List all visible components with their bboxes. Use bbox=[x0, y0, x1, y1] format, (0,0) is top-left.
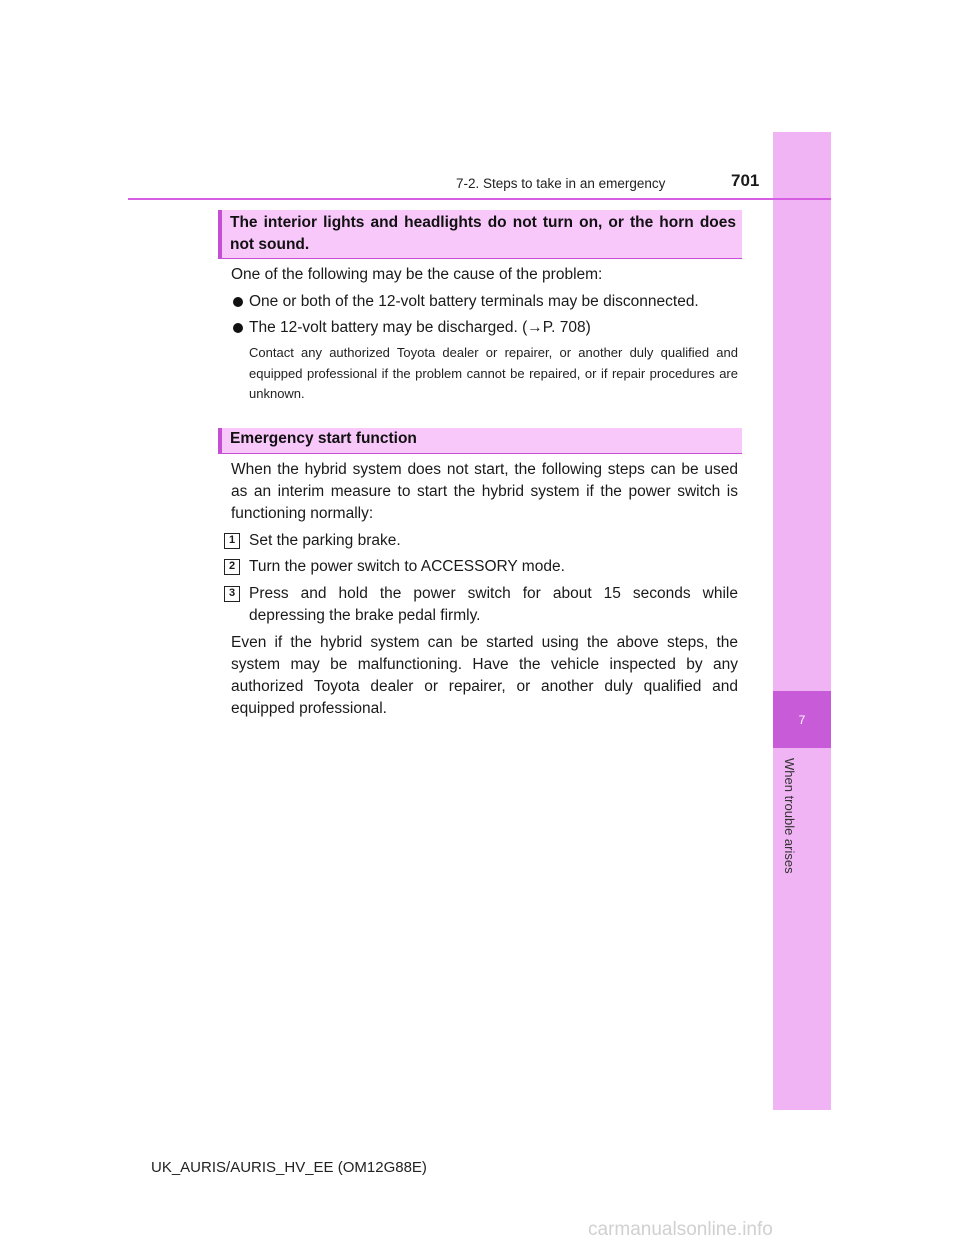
section-heading-emergency-start: Emergency start function bbox=[218, 428, 742, 454]
repair-note: Contact any authorized Toyota dealer or repairer, or another duly qualified and equipped professional if the problem cannot be repaired, or if repair procedures are unknown. bbox=[249, 345, 738, 401]
watermark-text: carmanualsonline.info bbox=[588, 1219, 773, 1240]
section2-intro: When the hybrid system does not start, the following steps can be used as an interim measure to start the hybrid system if the power switch is functioning normally: bbox=[231, 461, 738, 522]
chapter-number-box bbox=[773, 691, 831, 748]
header-divider bbox=[128, 198, 831, 200]
chapter-number: 7 bbox=[798, 712, 806, 727]
header-section-title: 7-2. Steps to take in an emergency bbox=[456, 176, 666, 191]
bullet-item: The 12-volt battery may be discharged. (→P. 708) bbox=[249, 319, 591, 336]
step-number-badge: 3 bbox=[224, 586, 240, 602]
step-text: Press and hold the power switch for about 15 seconds while depressing the brake pedal firmly. bbox=[249, 585, 738, 624]
page-number: 701 bbox=[731, 171, 760, 190]
step-number-badge: 2 bbox=[224, 559, 240, 575]
section-heading-lights-horn: The interior lights and headlights do not turn on, or the horn does not sound. bbox=[218, 210, 742, 259]
bullet-icon bbox=[233, 323, 243, 333]
step-number-badge: 1 bbox=[224, 533, 240, 549]
chapter-side-tab bbox=[773, 132, 831, 1110]
step-text: Turn the power switch to ACCESSORY mode. bbox=[249, 558, 565, 575]
footer-model-code: UK_AURIS/AURIS_HV_EE (OM12G88E) bbox=[151, 1159, 427, 1176]
step-text: Set the parking brake. bbox=[249, 532, 401, 549]
bullet-item: One or both of the 12-volt battery terminals may be disconnected. bbox=[249, 293, 699, 310]
section2-closing: Even if the hybrid system can be started using the above steps, the system may be malfunctioning. Have the vehicle inspected by any authorized Toyota dealer or repairer, or another duly qualified and equipped professional. bbox=[231, 634, 738, 717]
section1-intro: One of the following may be the cause of the problem: bbox=[231, 266, 603, 283]
chapter-title: When trouble arises bbox=[782, 758, 797, 874]
bullet-icon bbox=[233, 297, 243, 307]
